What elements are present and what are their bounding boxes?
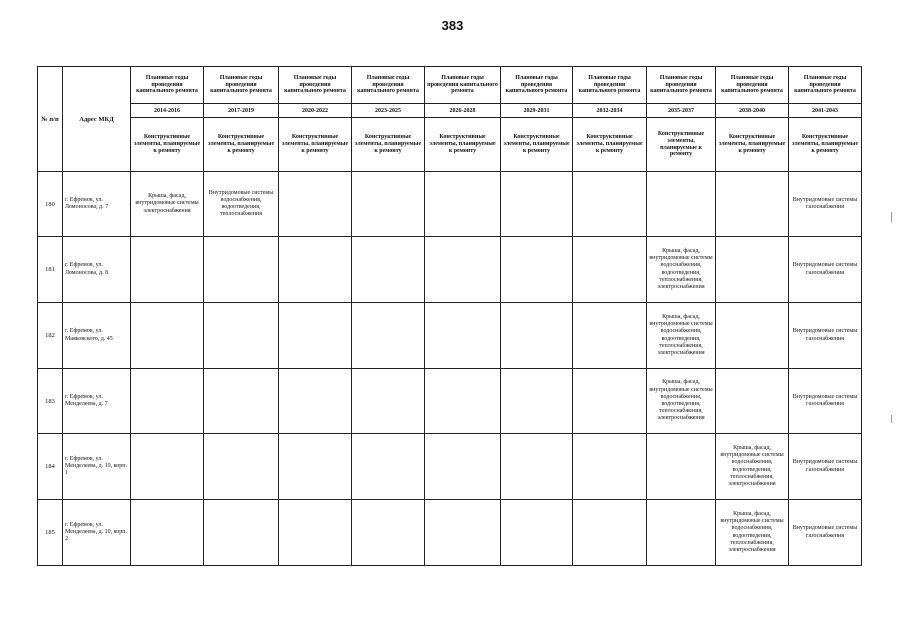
repair-elements-cell xyxy=(352,303,425,369)
repair-elements-cell: Крыша, фасад, внутридомовые системы водоснабжения, водоотведения, теплоснабжения, электроснабжения xyxy=(647,237,716,303)
header-elements: Конструктивные элементы, планируемые к ремонту xyxy=(131,118,204,172)
repair-elements-cell xyxy=(279,500,352,566)
header-elements: Конструктивные элементы, планируемые к ремонту xyxy=(425,118,501,172)
repair-elements-cell: Внутридомовые системы газоснабжения xyxy=(789,172,862,237)
header-years: 2032-2034 xyxy=(573,104,647,118)
header-elements: Конструктивные элементы, планируемые к ремонту xyxy=(352,118,425,172)
row-address: г. Ефремов, ул. Менделеева, д. 10, корп. 1 xyxy=(63,434,131,500)
repair-elements-cell xyxy=(716,237,789,303)
page-number: 383 xyxy=(441,18,464,33)
scan-mark xyxy=(891,415,892,423)
repair-elements-cell xyxy=(425,500,501,566)
header-elements: Конструктивные элементы, планируемые к ремонту xyxy=(279,118,352,172)
row-address: г. Ефремов, ул. Менделеева, д. 10, корп. 2 xyxy=(63,500,131,566)
repair-elements-cell: Внутридомовые системы водоснабжения, водоотведения, теплоснабжения xyxy=(204,172,279,237)
repair-elements-cell xyxy=(425,434,501,500)
table-row xyxy=(38,369,862,434)
repair-elements-cell: Внутридомовые системы газоснабжения xyxy=(789,237,862,303)
repair-elements-cell xyxy=(279,369,352,434)
header-elements: Конструктивные элементы, планируемые к ремонту xyxy=(204,118,279,172)
repair-elements-cell xyxy=(716,172,789,237)
repair-elements-cell xyxy=(204,369,279,434)
header-years: 2023-2025 xyxy=(352,104,425,118)
repair-elements-cell: Внутридомовые системы газоснабжения xyxy=(789,303,862,369)
header-address: Адрес МКД xyxy=(63,67,131,172)
repair-elements-cell xyxy=(279,172,352,237)
repair-elements-cell xyxy=(647,500,716,566)
header-num: № п/п xyxy=(38,67,63,172)
header-years: 2038-2040 xyxy=(716,104,789,118)
header-years: 2017-2019 xyxy=(204,104,279,118)
repair-elements-cell xyxy=(131,237,204,303)
header-period-title: Плановые годы проведения капитального ремонта xyxy=(789,67,862,104)
repair-elements-cell xyxy=(425,303,501,369)
repair-elements-cell xyxy=(647,434,716,500)
row-number: 185 xyxy=(38,500,63,566)
repair-elements-cell xyxy=(131,303,204,369)
repair-elements-cell xyxy=(501,303,573,369)
repair-elements-cell xyxy=(501,172,573,237)
scan-mark xyxy=(891,212,892,222)
header-row-years xyxy=(38,104,862,118)
repair-elements-cell xyxy=(279,237,352,303)
repair-elements-cell xyxy=(647,172,716,237)
repair-elements-cell: Крыша, фасад, внутридомовые системы водоснабжения, водоотведения, теплоснабжения, электроснабжения xyxy=(716,434,789,500)
header-period-title: Плановые годы проведения капитального ремонта xyxy=(352,67,425,104)
header-elements: Конструктивные элементы, планируемые к ремонту xyxy=(716,118,789,172)
header-elements: Конструктивные элементы, планируемые к ремонту xyxy=(501,118,573,172)
repair-elements-cell xyxy=(279,434,352,500)
header-years: 2026-2028 xyxy=(425,104,501,118)
table-row xyxy=(38,303,862,369)
repair-elements-cell xyxy=(204,500,279,566)
header-elements: Конструктивные элементы, планируемые к ремонту xyxy=(573,118,647,172)
repair-elements-cell xyxy=(352,434,425,500)
row-number: 183 xyxy=(38,369,63,434)
capital-repair-table xyxy=(37,66,862,566)
repair-elements-cell xyxy=(573,303,647,369)
repair-elements-cell xyxy=(425,369,501,434)
header-years: 2014-2016 xyxy=(131,104,204,118)
header-period-title: Плановые годы проведения капитального ремонта xyxy=(501,67,573,104)
repair-elements-cell xyxy=(573,369,647,434)
header-period-title: Плановые годы проведения капитального ремонта xyxy=(279,67,352,104)
repair-elements-cell xyxy=(352,172,425,237)
repair-elements-cell xyxy=(204,434,279,500)
header-period-title: Плановые годы проведения капитального ремонта xyxy=(425,67,501,104)
row-address: г. Ефремов, ул. Маяковского, д. 45 xyxy=(63,303,131,369)
row-address: г. Ефремов, ул. Ломоносова, д. 7 xyxy=(63,172,131,237)
repair-elements-cell xyxy=(716,303,789,369)
row-address: г. Ефремов, ул. Ломоносова, д. 8 xyxy=(63,237,131,303)
table-row xyxy=(38,237,862,303)
header-period-title: Плановые годы проведения капитального ремонта xyxy=(131,67,204,104)
row-number: 181 xyxy=(38,237,63,303)
header-period-title: Плановые годы проведения капитального ремонта xyxy=(573,67,647,104)
header-period-title: Плановые годы проведения капитального ремонта xyxy=(716,67,789,104)
header-elements: Конструктивные элементы, планируемые к ремонту xyxy=(647,118,716,172)
row-number: 182 xyxy=(38,303,63,369)
repair-elements-cell: Крыша, фасад, внутридомовые системы водоснабжения, водоотведения, теплоснабжения, электроснабжения xyxy=(647,303,716,369)
repair-elements-cell xyxy=(501,369,573,434)
table-row xyxy=(38,172,862,237)
repair-elements-cell: Внутридомовые системы газоснабжения xyxy=(789,434,862,500)
repair-elements-cell xyxy=(204,237,279,303)
repair-elements-cell: Крыша, фасад, внутридомовые системы электроснабжения xyxy=(131,172,204,237)
repair-elements-cell: Крыша, фасад, внутридомовые системы водоснабжения, водоотведения, теплоснабжения, электроснабжения xyxy=(716,500,789,566)
row-address: г. Ефремов, ул. Менделеева, д. 7 xyxy=(63,369,131,434)
repair-elements-cell xyxy=(425,237,501,303)
header-years: 2041-2043 xyxy=(789,104,862,118)
repair-elements-cell xyxy=(501,434,573,500)
repair-elements-cell xyxy=(501,500,573,566)
repair-elements-cell xyxy=(501,237,573,303)
table-body xyxy=(38,172,862,566)
row-number: 180 xyxy=(38,172,63,237)
header-elements: Конструктивные элементы, планируемые к ремонту xyxy=(789,118,862,172)
row-number: 184 xyxy=(38,434,63,500)
repair-elements-cell xyxy=(573,500,647,566)
repair-elements-cell xyxy=(352,369,425,434)
repair-elements-cell xyxy=(131,369,204,434)
header-period-title: Плановые годы проведения капитального ремонта xyxy=(204,67,279,104)
repair-elements-cell xyxy=(204,303,279,369)
table-row xyxy=(38,434,862,500)
repair-elements-cell xyxy=(131,434,204,500)
header-row-elements xyxy=(38,118,862,172)
repair-elements-cell xyxy=(716,369,789,434)
header-years: 2020-2022 xyxy=(279,104,352,118)
repair-elements-cell xyxy=(573,434,647,500)
table-row xyxy=(38,500,862,566)
repair-elements-cell: Внутридомовые системы газоснабжения xyxy=(789,500,862,566)
header-years: 2029-2031 xyxy=(501,104,573,118)
repair-elements-cell xyxy=(425,172,501,237)
header-period-title: Плановые годы проведения капитального ремонта xyxy=(647,67,716,104)
repair-elements-cell xyxy=(352,237,425,303)
repair-elements-cell: Внутридомовые системы газоснабжения xyxy=(789,369,862,434)
repair-elements-cell xyxy=(573,237,647,303)
repair-elements-cell xyxy=(352,500,425,566)
repair-elements-cell: Крыша, фасад, внутридомовые системы водоснабжения, водоотведения, теплоснабжения, электроснабжения xyxy=(647,369,716,434)
repair-elements-cell xyxy=(573,172,647,237)
repair-elements-cell xyxy=(131,500,204,566)
header-years: 2035-2037 xyxy=(647,104,716,118)
repair-elements-cell xyxy=(279,303,352,369)
header-row-period xyxy=(38,67,862,104)
